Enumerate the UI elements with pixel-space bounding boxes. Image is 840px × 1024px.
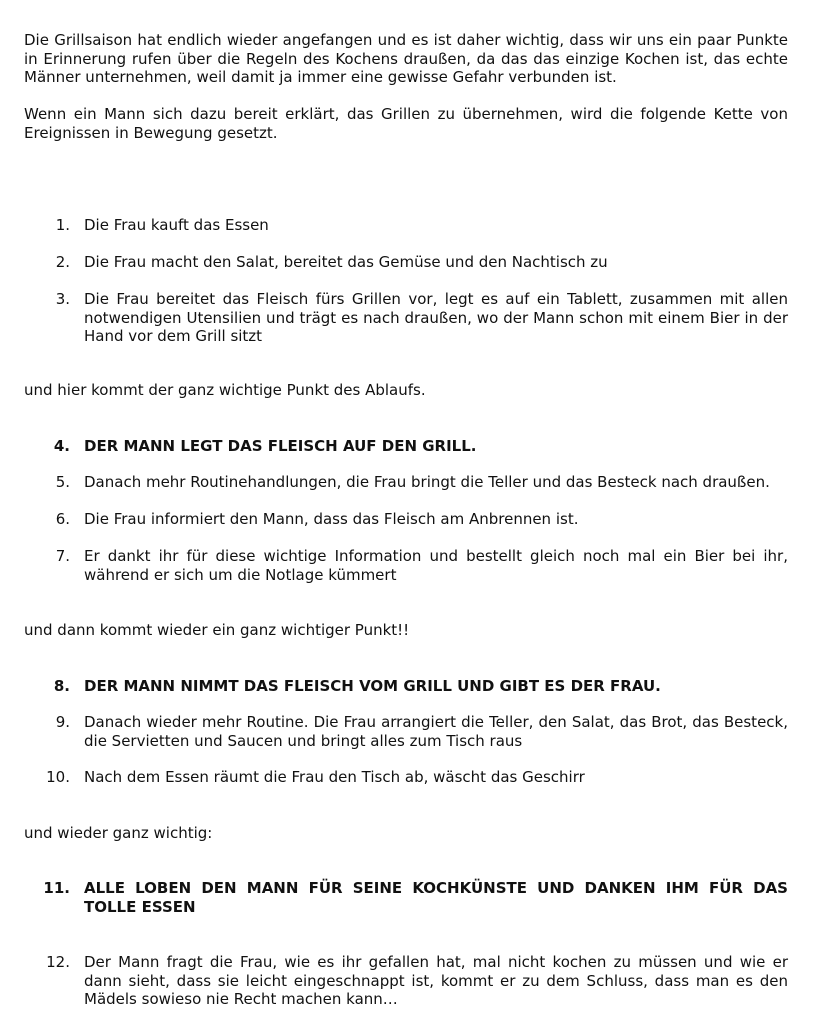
list-number: 5. (55, 473, 70, 491)
list-number: 8. (53, 677, 70, 695)
intro-paragraph-2: Wenn ein Mann sich dazu bereit erklärt, das Grillen zu übernehmen, wird die folgende Kette von Ereignissen in Bewegung gesetzt. (24, 105, 788, 142)
list-text: DER MANN LEGT DAS FLEISCH AUF DEN GRILL. (84, 437, 477, 455)
list-text: DER MANN NIMMT DAS FLEISCH VOM GRILL UND GIBT ES DER FRAU. (84, 677, 661, 695)
list-number: 12. (46, 953, 70, 971)
list-number: 2. (55, 253, 70, 271)
list-text: Nach dem Essen räumt die Frau den Tisch ab, wäscht das Geschirr (84, 768, 585, 786)
list-number: 6. (55, 510, 70, 528)
list-text: Die Frau bereitet das Fleisch fürs Grillen vor, legt es auf ein Tablett, zusammen mit allen notwendigen Utensilien und trägt es nach draußen, wo der Mann schon mit einem Bier in der Hand vor dem Grill sitzt (84, 290, 788, 345)
list-text: Die Frau kauft das Essen (84, 216, 269, 234)
list-number: 7. (55, 547, 70, 565)
list-number: 1. (55, 216, 70, 234)
list-text: Die Frau informiert den Mann, dass das Fleisch am Anbrennen ist. (84, 510, 579, 528)
list-text: ALLE LOBEN DEN MANN FÜR SEINE KOCHKÜNSTE UND DANKEN IHM FÜR DAS TOLLE ESSEN (84, 879, 788, 916)
list-number: 4. (53, 437, 70, 455)
list-text: Er dankt ihr für diese wichtige Information und bestellt gleich noch mal ein Bier bei ihr, während er sich um die Notlage kümmert (84, 547, 788, 584)
interlude-3: und wieder ganz wichtig: (24, 824, 213, 842)
list-text: Die Frau macht den Salat, bereitet das Gemüse und den Nachtisch zu (84, 253, 608, 271)
list-number: 11. (43, 879, 70, 897)
list-text: Danach mehr Routinehandlungen, die Frau bringt die Teller und das Besteck nach draußen. (84, 473, 770, 491)
list-number: 9. (55, 713, 70, 731)
list-text: Der Mann fragt die Frau, wie es ihr gefallen hat, mal nicht kochen zu müssen und wie er dann sieht, dass sie leicht eingeschnappt ist, kommt er zu dem Schluss, dass man es den Mädels sowieso nie Recht machen kann… (84, 953, 788, 1008)
list-number: 10. (46, 768, 70, 786)
interlude-2: und dann kommt wieder ein ganz wichtiger Punkt!! (24, 621, 410, 639)
interlude-1: und hier kommt der ganz wichtige Punkt des Ablaufs. (24, 381, 426, 399)
list-text: Danach wieder mehr Routine. Die Frau arrangiert die Teller, den Salat, das Brot, das Besteck, die Servietten und Saucen und bringt alles zum Tisch raus (84, 713, 788, 750)
intro-paragraph-1: Die Grillsaison hat endlich wieder angefangen und es ist daher wichtig, dass wir uns ein paar Punkte in Erinnerung rufen über die Regeln des Kochens draußen, da das das einzige Kochen ist, das echte Männer unternehmen, weil damit ja immer eine gewisse Gefahr verbunden ist. (24, 31, 788, 86)
list-number: 3. (55, 290, 70, 308)
